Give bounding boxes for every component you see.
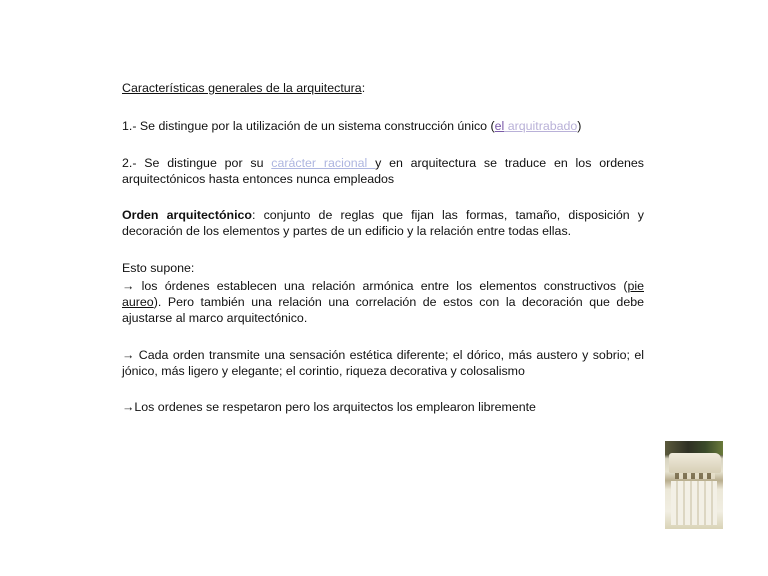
point-1: [122, 118, 644, 134]
photo-shaft: [671, 481, 717, 525]
definition-paragraph: [122, 207, 644, 239]
link-caracter-racional[interactable]: carácter racional: [271, 156, 376, 170]
supone-suffix: ). Pero también una relación una correlación de estos con la decoración que debe ajustarse al marco arquitectónico.: [122, 295, 644, 325]
photo-capital: [669, 453, 721, 473]
heading-colon: :: [361, 81, 366, 95]
supone-paragraph: [122, 278, 644, 326]
definition-term: Orden arquitectónico: [122, 208, 252, 222]
point-2: [122, 155, 644, 187]
bullet-orders-sensation: → Cada orden transmite una sensación estética diferente; el dórico, más austero y sobrio; el jónico, más ligero y elegante; el corintio, riqueza decorativa y colosalismo: [122, 348, 644, 378]
link-arquitrabado[interactable]: arquitrabado: [504, 119, 578, 133]
column-capital-photo: [665, 441, 723, 529]
point-2-prefix: 2.- Se distingue por su: [122, 156, 272, 170]
slide-heading: [122, 80, 644, 96]
bullet-orders-respected: →Los ordenes se respetaron pero los arquitectos los emplearon libremente: [122, 400, 536, 414]
link-el[interactable]: el: [494, 119, 505, 133]
supone-label: Esto supone:: [122, 261, 195, 275]
point-1-text: 1.- Se distingue por la utilización de un sistema construcción único (: [122, 119, 495, 133]
heading-text: Características generales de la arquitectura: [122, 81, 362, 95]
definition-text: : conjunto de reglas que fijan las formas, tamaño, disposición y decoración de los elementos y partes de un edificio y la relación entre todas ellas.: [122, 208, 644, 238]
point-2-suffix: y en arquitectura se traduce en los ordenes arquitectónicos hasta entonces nunca empleados: [122, 156, 644, 186]
supone-prefix: → los órdenes establecen una relación armónica entre los elementos constructivos (: [122, 279, 628, 293]
photo-band: [675, 473, 715, 479]
point-1-close: ): [577, 119, 582, 133]
link-pie-aureo[interactable]: pie aureo: [122, 279, 644, 309]
